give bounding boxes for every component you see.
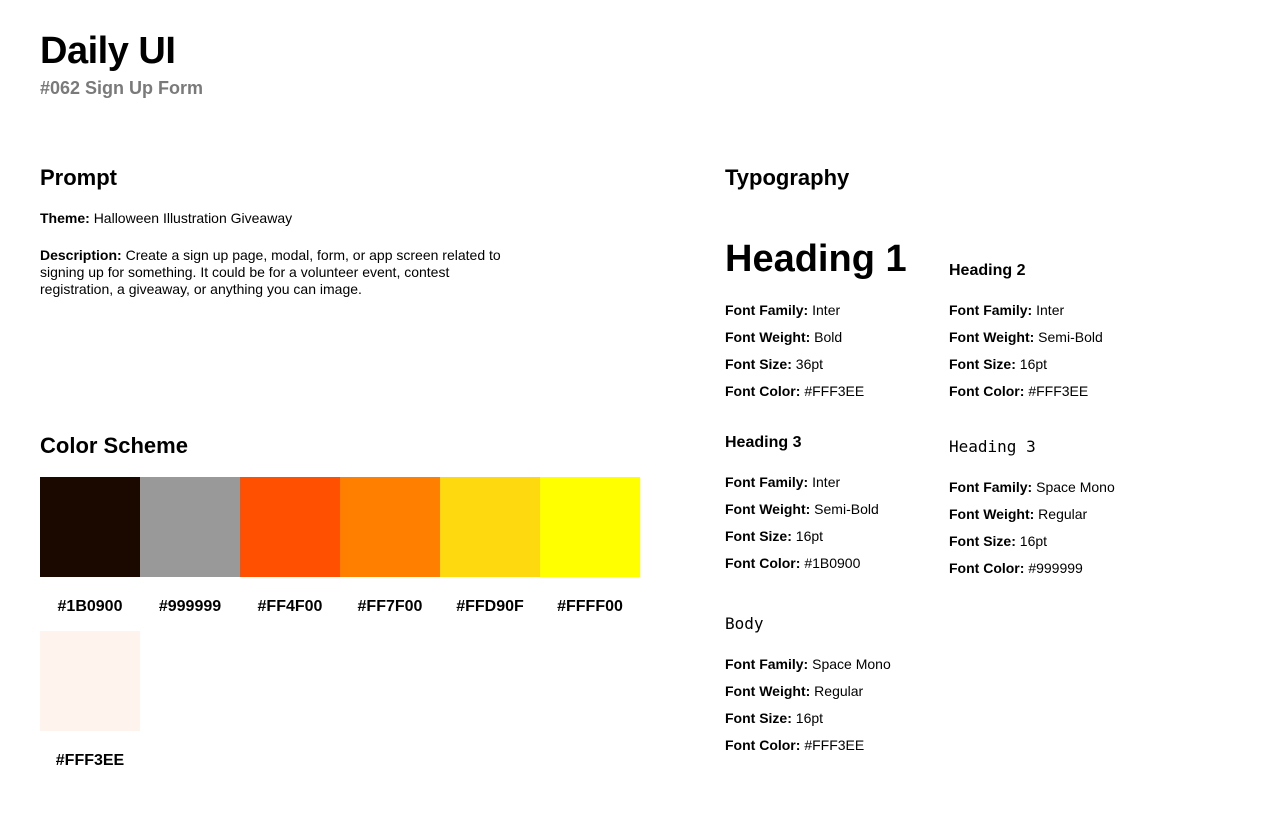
- spec-label: Font Family:: [725, 474, 809, 490]
- heading3-font-weight: [725, 501, 879, 518]
- spec-value: 16pt: [1019, 356, 1048, 372]
- spec-label: Font Weight:: [725, 329, 811, 345]
- color-swatch: [240, 477, 340, 577]
- page-subtitle: #062 Sign Up Form: [40, 78, 204, 98]
- spec-value: Regular: [1038, 506, 1088, 522]
- spec-value: #1B0900: [804, 555, 861, 571]
- heading3-mono-font-family: [949, 479, 1115, 496]
- spec-value: Inter: [1036, 302, 1065, 318]
- heading3-font-color: [725, 555, 860, 572]
- spec-value: Inter: [812, 302, 841, 318]
- color-swatch-label: #1B0900: [57, 598, 123, 615]
- heading1-sample: Heading 1: [725, 238, 907, 280]
- color-swatch-label: #FF7F00: [357, 598, 423, 615]
- description-value: Create a sign up page, modal, form, or app screen related to signing up for something. It could be for a volunteer event, contest registration, a giveaway, or anything you can image.: [40, 247, 501, 297]
- spec-label: Font Family:: [725, 302, 809, 318]
- heading1-font-color: [725, 383, 864, 400]
- heading2-font-family: [949, 302, 1064, 319]
- heading3-sample: Heading 3: [725, 434, 802, 451]
- theme-value: Halloween Illustration Giveaway: [93, 210, 293, 226]
- spec-value: Bold: [814, 329, 843, 345]
- body-sample: Body: [725, 614, 764, 633]
- page-title: Daily UI: [40, 30, 176, 72]
- spec-value: Space Mono: [1036, 479, 1115, 495]
- color-swatch: [540, 477, 640, 577]
- spec-value: #FFF3EE: [1028, 383, 1089, 399]
- typography-heading: Typography: [725, 165, 850, 190]
- spec-label: Font Color:: [949, 560, 1025, 576]
- spec-label: Font Color:: [725, 737, 801, 753]
- body-font-color: [725, 737, 864, 754]
- heading2-font-weight: [949, 329, 1103, 346]
- color-swatch: [140, 477, 240, 577]
- heading1-font-weight: [725, 329, 842, 346]
- spec-value: 16pt: [795, 528, 824, 544]
- spec-label: Font Size:: [949, 533, 1016, 549]
- spec-label: Font Weight:: [725, 683, 811, 699]
- spec-value: Space Mono: [812, 656, 891, 672]
- heading2-font-size: [949, 356, 1047, 373]
- spec-label: Font Family:: [725, 656, 809, 672]
- body-font-family: [725, 656, 891, 673]
- spec-value: Regular: [814, 683, 864, 699]
- spec-value: 36pt: [795, 356, 824, 372]
- spec-value: #FFF3EE: [804, 737, 865, 753]
- spec-label: Font Color:: [725, 383, 801, 399]
- description-label: Description:: [40, 247, 122, 263]
- spec-value: Semi-Bold: [1038, 329, 1103, 345]
- heading3-mono-font-color: [949, 560, 1083, 577]
- color-swatch-label: #FFFF00: [557, 598, 623, 615]
- color-swatch: [40, 631, 140, 731]
- spec-value: 16pt: [1019, 533, 1048, 549]
- heading3-mono-font-weight: [949, 506, 1087, 523]
- spec-value: Inter: [812, 474, 841, 490]
- color-scheme-heading: Color Scheme: [40, 433, 188, 458]
- spec-label: Font Family:: [949, 479, 1033, 495]
- spec-label: Font Weight:: [725, 501, 811, 517]
- spec-value: #999999: [1028, 560, 1083, 576]
- spec-value: Semi-Bold: [814, 501, 879, 517]
- color-swatch-label: #FFD90F: [456, 598, 524, 615]
- color-swatch: [40, 477, 140, 577]
- spec-label: Font Size:: [949, 356, 1016, 372]
- spec-label: Font Color:: [949, 383, 1025, 399]
- heading1-font-family: [725, 302, 840, 319]
- prompt-description: [40, 247, 510, 298]
- spec-value: 16pt: [795, 710, 824, 726]
- prompt-heading: Prompt: [40, 165, 117, 190]
- spec-label: Font Size:: [725, 710, 792, 726]
- spec-label: Font Weight:: [949, 506, 1035, 522]
- color-swatch: [340, 477, 440, 577]
- color-swatch: [440, 477, 540, 577]
- heading3-mono-sample: Heading 3: [949, 437, 1036, 456]
- body-font-size: [725, 710, 823, 727]
- prompt-theme: [40, 210, 292, 227]
- heading3-mono-font-size: [949, 533, 1047, 550]
- body-font-weight: [725, 683, 863, 700]
- spec-label: Font Size:: [725, 356, 792, 372]
- spec-label: Font Size:: [725, 528, 792, 544]
- theme-label: Theme:: [40, 210, 90, 226]
- heading1-font-size: [725, 356, 823, 373]
- heading3-font-family: [725, 474, 840, 491]
- color-swatch-label: #999999: [158, 598, 222, 615]
- heading2-font-color: [949, 383, 1088, 400]
- spec-value: #FFF3EE: [804, 383, 865, 399]
- color-swatch-label: #FFF3EE: [55, 752, 125, 769]
- spec-label: Font Weight:: [949, 329, 1035, 345]
- spec-label: Font Family:: [949, 302, 1033, 318]
- spec-label: Font Color:: [725, 555, 801, 571]
- color-swatch-label: #FF4F00: [257, 598, 323, 615]
- heading2-sample: Heading 2: [949, 262, 1026, 279]
- heading3-font-size: [725, 528, 823, 545]
